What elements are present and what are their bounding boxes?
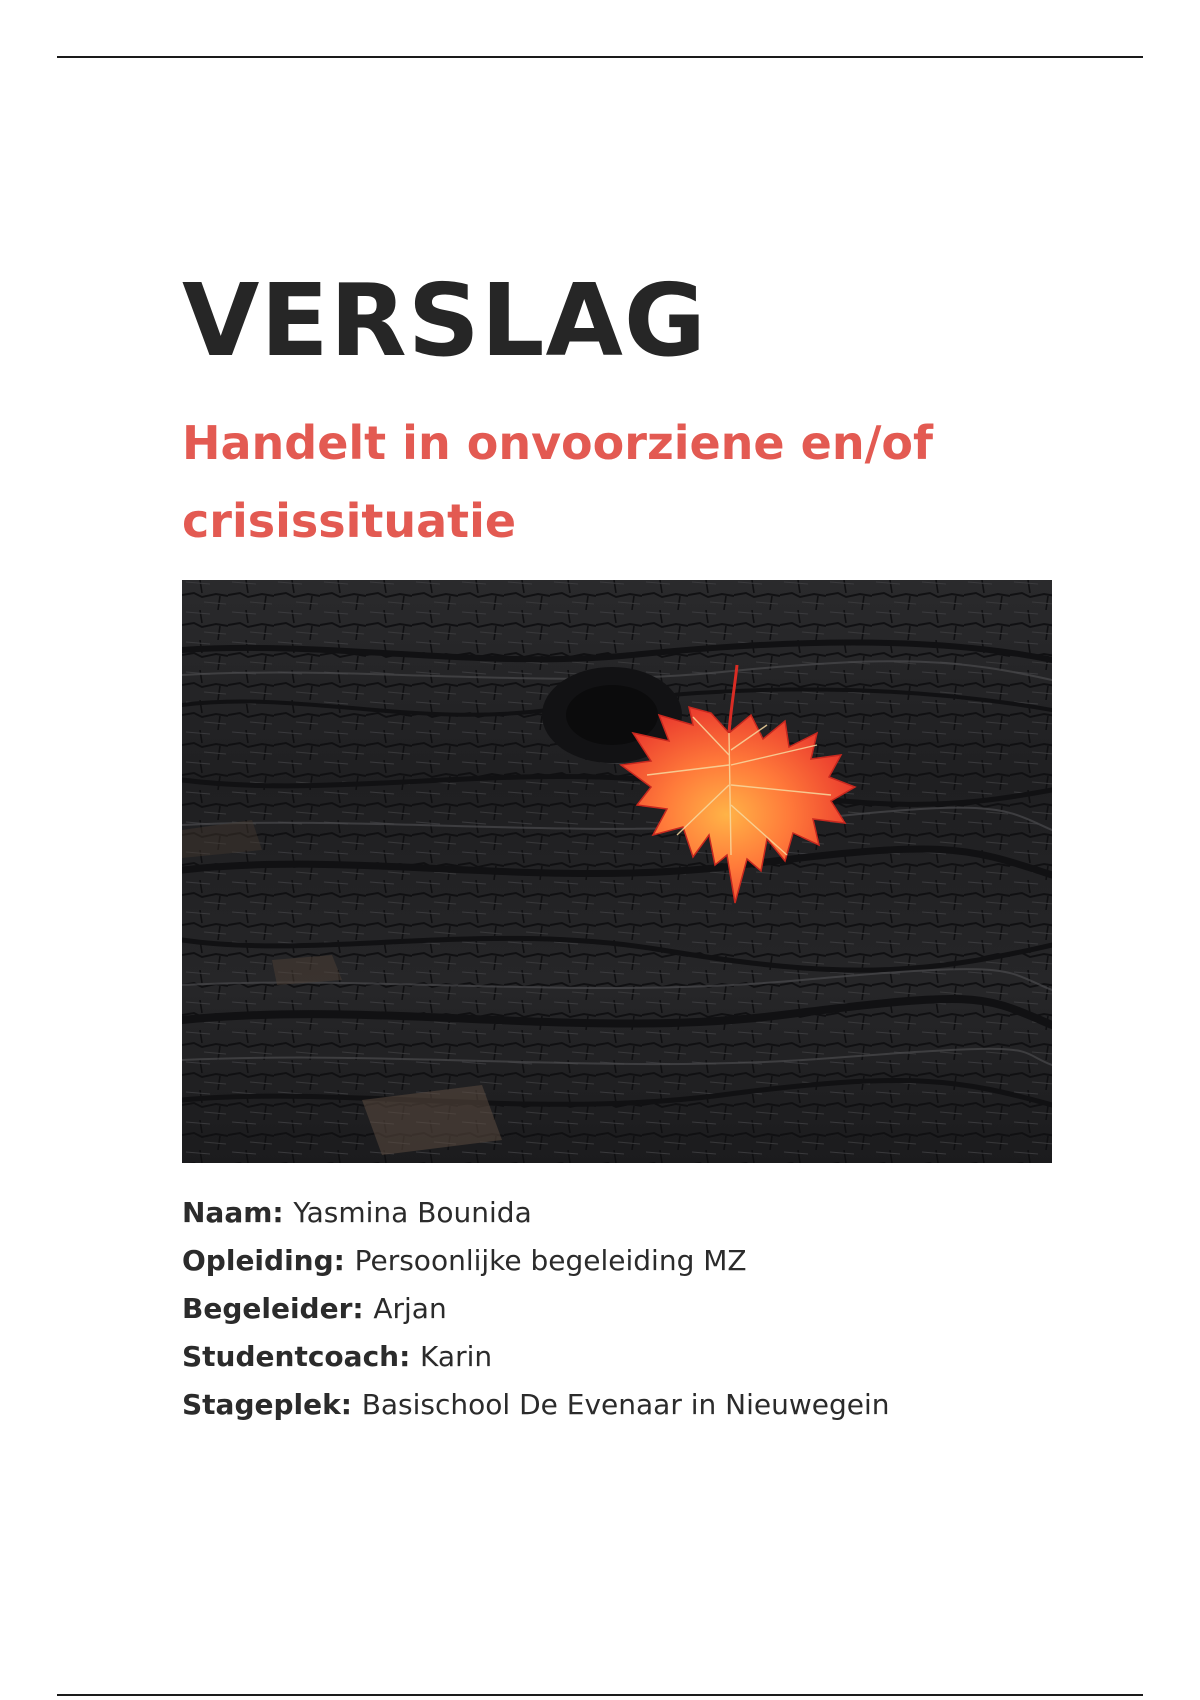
info-row-stageplek [182,1381,1082,1429]
info-row-opleiding [182,1237,1082,1285]
info-row-begeleider [182,1285,1082,1333]
info-label: Opleiding: [182,1244,355,1277]
info-value: Yasmina Bounida [293,1196,532,1229]
info-label: Studentcoach: [182,1340,421,1373]
page-title: VERSLAG [182,262,707,379]
page-subtitle: Handelt in onvoorziene en/of crisissituatie [182,416,934,548]
info-row-naam [182,1189,1082,1237]
info-row-studentcoach [182,1333,1082,1381]
info-label: Stageplek: [182,1388,362,1421]
info-label: Begeleider: [182,1292,374,1325]
info-value: Karin [420,1340,493,1373]
top-rule [57,56,1143,58]
info-label: Naam: [182,1196,294,1229]
student-info [182,1189,1082,1429]
bottom-rule [57,1694,1143,1696]
info-value: Persoonlijke begeleiding MZ [354,1244,747,1277]
cover-image [182,580,1052,1163]
info-value: Basischool De Evenaar in Nieuwegein [361,1388,890,1421]
info-value: Arjan [373,1292,447,1325]
